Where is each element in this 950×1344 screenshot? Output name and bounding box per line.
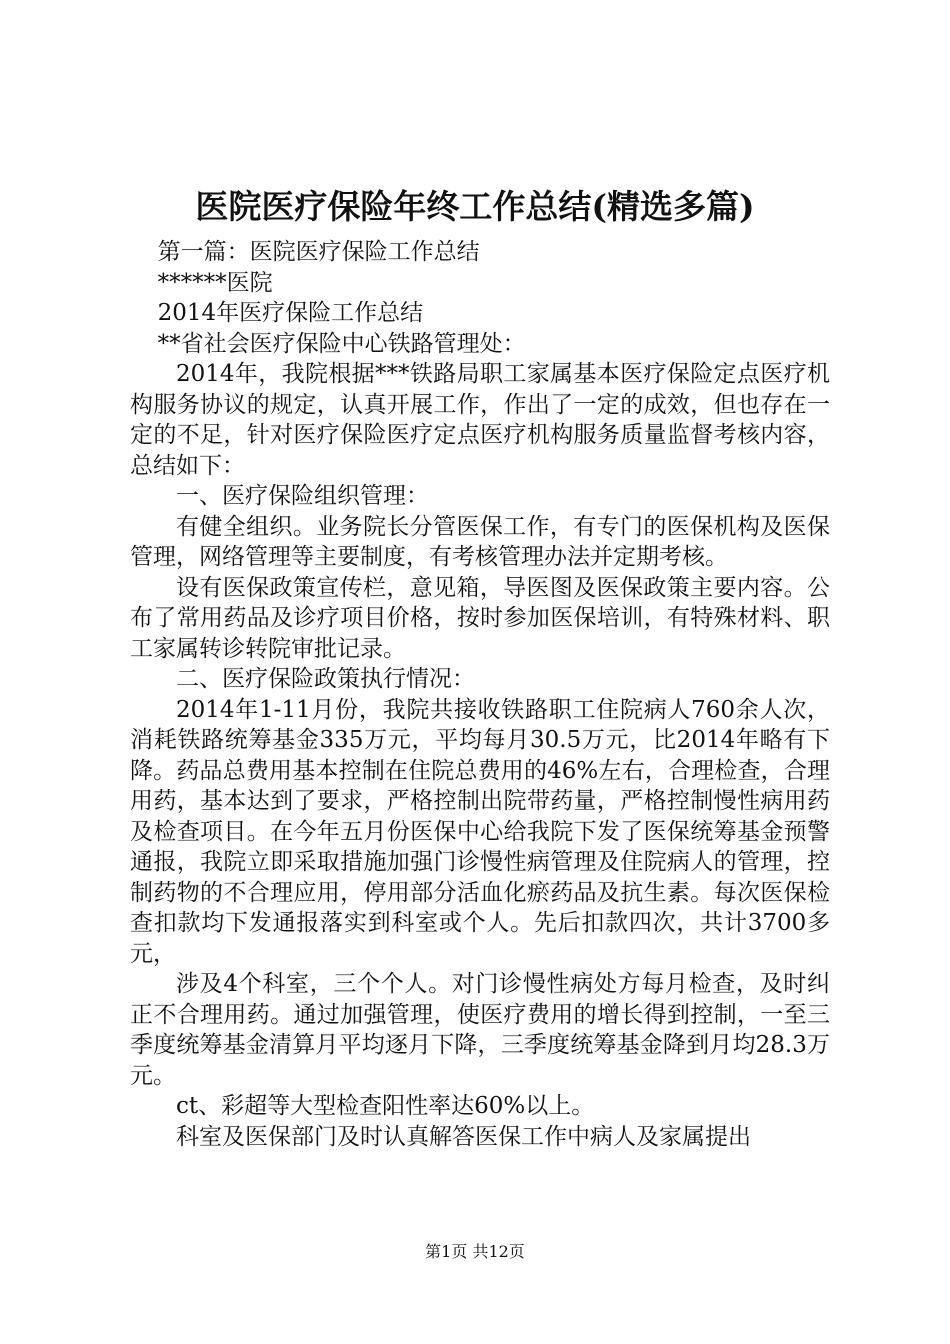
hospital-name: ******医院 (157, 269, 273, 296)
report-subtitle: 2014年医疗保险工作总结 (157, 300, 424, 326)
body-paragraph: 2014年1-11月份，我院共接收铁路职工住院病人760余人次，消耗铁路统筹基金335万元，平均每月30.5万元，比2014年略有下降。药品总费用基本控制在住院总费用的46%左右，合理检查，合理用药，基本达到了要求，严格控制出院带药量，严格控制慢性病用药及检查项目。在今年五月份医保中心给我院下发了医保统筹基金预警通报，我院立即采取措施加强门诊慢性病管理及住院病人的管理，控制药物的不合理应用，停用部分活血化瘀药品及抗生素。每次医保检查扣款均下发通报落实到科室或个人。先后扣款四次，共计3700多元， (130, 696, 830, 967)
body-paragraph: 有健全组织。业务院长分管医保工作，有专门的医保机构及医保管理，网络管理等主要制度，有考核管理办法并定期考核。 (130, 513, 830, 570)
section-heading: 一、医疗保险组织管理： (176, 483, 429, 509)
heading-part-one: 第一篇：医院医疗保险工作总结 (157, 239, 480, 265)
body-paragraph: 2014年，我院根据***铁路局职工家属基本医疗保险定点医疗机构服务协议的规定，认真开展工作，作出了一定的成效，但也存在一定的不足，针对医疗保险医疗定点医疗机构服务质量监督考核内容，总结如下： (130, 361, 830, 479)
section-heading: 二、医疗保险政策执行情况： (176, 666, 475, 692)
document-body (130, 237, 830, 1152)
body-paragraph: ct、彩超等大型检查阳性率达60%以上。 (176, 1093, 595, 1119)
body-paragraph: 涉及4个科室，三个个人。对门诊慢性病处方每月检查，及时纠正不合理用药。通过加强管理，使医疗费用的增长得到控制，一至三季度统筹基金清算月平均逐月下降，三季度统筹基金降到月均28.3万元。 (130, 971, 830, 1089)
page-number: 第1页 共12页 (425, 1242, 525, 1261)
addressee: **省社会医疗保险中心铁路管理处： (157, 330, 526, 357)
document-title: 医院医疗保险年终工作总结(精选多篇) (195, 187, 755, 226)
body-paragraph: 科室及医保部门及时认真解答医保工作中病人及家属提出 (176, 1123, 751, 1150)
body-paragraph: 设有医保政策宣传栏，意见箱，导医图及医保政策主要内容。公布了常用药品及诊疗项目价格，按时参加医保培训，有特殊材料、职工家属转诊转院审批记录。 (130, 574, 830, 662)
